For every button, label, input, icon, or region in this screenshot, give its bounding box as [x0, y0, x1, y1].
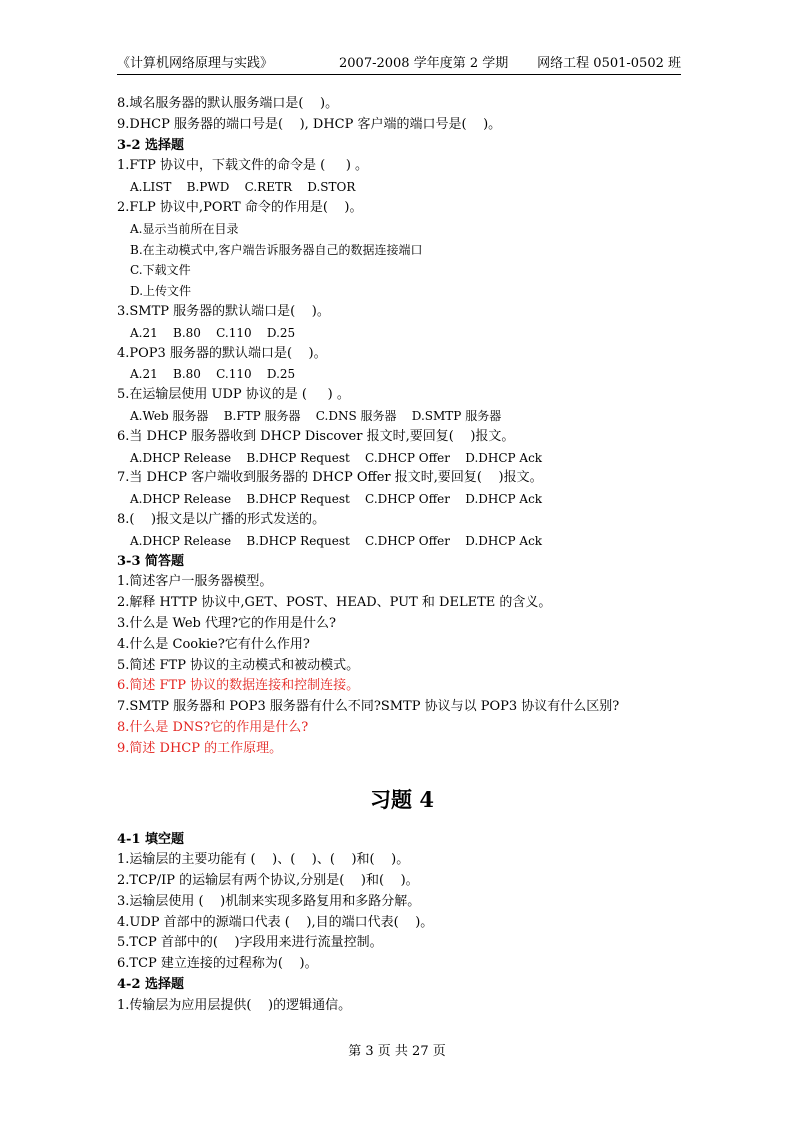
question-line: 2.TCP/IP 的运输层有两个协议,分别是( )和( )。 — [117, 873, 419, 889]
page-header — [117, 54, 681, 75]
section-heading: 3-3 简答题 — [117, 553, 185, 569]
question-line: 7.SMTP 服务器和 POP3 服务器有什么不同?SMTP 协议与以 POP3 协议有什么区别? — [117, 699, 620, 715]
question-line: 5.简述 FTP 协议的主动模式和被动模式。 — [117, 657, 360, 673]
option-line: B.在主动模式中,客户端告诉服务器自己的数据连接端口 — [130, 242, 423, 257]
options-line: A.LIST B.PWD C.RETR D.STOR — [130, 180, 356, 195]
chapter-title: 习题 4 — [370, 786, 434, 812]
section-heading: 3-2 选择题 — [117, 137, 185, 153]
question-line-highlighted: 9.简述 DHCP 的工作原理。 — [117, 740, 283, 756]
question-line: 4.什么是 Cookie?它有什么作用? — [117, 636, 310, 652]
question-line: 8.域名服务器的默认服务端口是( )。 — [117, 96, 339, 111]
header-course-title: 《计算机网络原理与实践》 — [117, 56, 274, 71]
options-line: A.Web 服务器 B.FTP 服务器 C.DNS 服务器 D.SMTP 服务器 — [130, 408, 502, 423]
header-class: 网络工程 0501-0502 班 — [537, 56, 681, 71]
section-heading: 4-2 选择题 — [117, 977, 185, 993]
section-heading: 4-1 填空题 — [117, 831, 185, 847]
question-line-highlighted: 8.什么是 DNS?它的作用是什么? — [117, 719, 309, 735]
question-line: 8.( )报文是以广播的形式发送的。 — [117, 511, 326, 527]
question-line: 5.TCP 首部中的( )字段用来进行流量控制。 — [117, 935, 383, 951]
question-line: 2.FLP 协议中,PORT 命令的作用是( )。 — [117, 199, 363, 215]
options-line: A.DHCP Release B.DHCP Request C.DHCP Offer D.DHCP Ack — [130, 533, 543, 548]
page-footer: 第 3 页 共 27 页 — [348, 1044, 446, 1059]
question-line-highlighted: 6.简述 FTP 协议的数据连接和控制连接。 — [117, 678, 360, 694]
options-line: A.DHCP Release B.DHCP Request C.DHCP Offer D.DHCP Ack — [130, 450, 543, 465]
option-line: C.下载文件 — [130, 263, 191, 278]
question-line: 1.运输层的主要功能有 ( )、( )、( )和( )。 — [117, 852, 410, 868]
question-line: 3.什么是 Web 代理?它的作用是什么? — [117, 615, 336, 631]
page-content — [117, 94, 687, 1017]
question-line: 7.当 DHCP 客户端收到服务器的 DHCP Offer 报文时,要回复( )报文。 — [117, 470, 543, 486]
question-line: 3.运输层使用 ( )机制来实现多路复用和多路分解。 — [117, 893, 421, 909]
question-line: 1.传输层为应用层提供( )的逻辑通信。 — [117, 997, 352, 1013]
question-line: 4.POP3 服务器的默认端口是( )。 — [117, 345, 327, 361]
options-line: A.DHCP Release B.DHCP Request C.DHCP Offer D.DHCP Ack — [130, 492, 543, 507]
options-line: A.21 B.80 C.110 D.25 — [130, 367, 296, 382]
question-line: 5.在运输层使用 UDP 协议的是 ( ) 。 — [117, 387, 350, 403]
question-line: 6.当 DHCP 服务器收到 DHCP Discover 报文时,要回复( )报文。 — [117, 428, 515, 444]
question-line: 6.TCP 建立连接的过程称为( )。 — [117, 956, 318, 972]
option-line: D.上传文件 — [130, 284, 192, 299]
question-line: 1.FTP 协议中，下载文件的命令是 ( ) 。 — [117, 158, 369, 174]
question-line: 3.SMTP 服务器的默认端口是( )。 — [117, 303, 330, 319]
question-line: 9.DHCP 服务器的端口号是( ), DHCP 客户端的端口号是( )。 — [117, 116, 502, 132]
question-line: 2.解释 HTTP 协议中,GET、POST、HEAD、PUT 和 DELETE 的含义。 — [117, 595, 552, 611]
options-line: A.21 B.80 C.110 D.25 — [130, 325, 296, 340]
question-line: 1.简述客户一服务器模型。 — [117, 574, 273, 590]
option-line: A.显示当前所在目录 — [130, 221, 239, 236]
header-term: 2007-2008 学年度第 2 学期 — [339, 56, 509, 71]
question-line: 4.UDP 首部中的源端口代表 ( ),目的端口代表( )。 — [117, 914, 434, 930]
